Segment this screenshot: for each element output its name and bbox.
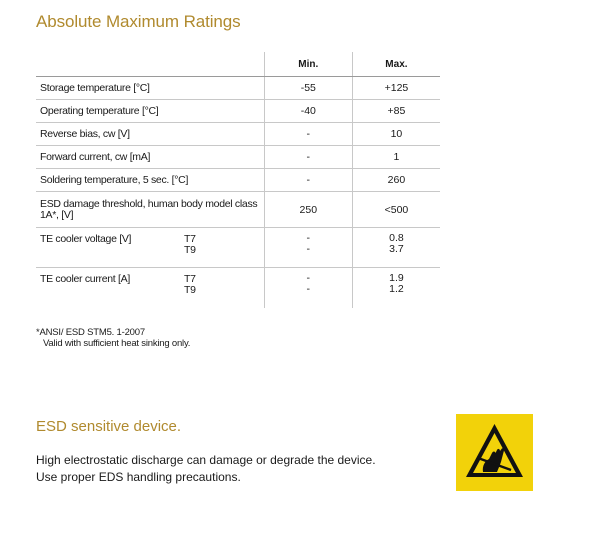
table-row — [36, 228, 440, 268]
row-min: - — [306, 232, 311, 244]
row-min: - — [306, 272, 311, 284]
row-label: ESD damage threshold, human body model class 1A*, [V] — [36, 192, 264, 228]
variant-label: T7 — [184, 273, 196, 285]
row-label: Forward current, cw [mA] — [36, 146, 264, 169]
row-label: Operating temperature [°C] — [36, 100, 264, 123]
row-min: - — [306, 243, 311, 255]
esd-warning-icon — [456, 414, 533, 491]
variant-label: T7 — [184, 233, 196, 245]
footnote-standard: *ANSI/ ESD STM5. 1-2007 — [36, 327, 145, 338]
row-min: - — [264, 169, 352, 192]
footnotes — [36, 327, 190, 349]
table-row — [36, 146, 440, 169]
row-label: TE cooler current [A] — [40, 273, 130, 285]
esd-description — [36, 452, 376, 486]
row-label: Soldering temperature, 5 sec. [°C] — [36, 169, 264, 192]
row-max: <500 — [352, 192, 440, 228]
row-max-cell — [352, 268, 440, 308]
row-max: +125 — [352, 77, 440, 100]
row-min: - — [264, 123, 352, 146]
variant-label: T9 — [184, 244, 196, 256]
row-min-cell — [264, 268, 352, 308]
row-label: Reverse bias, cw [V] — [36, 123, 264, 146]
row-label: TE cooler voltage [V] — [40, 233, 132, 245]
section-title: Absolute Maximum Ratings — [36, 12, 241, 31]
row-label: Storage temperature [°C] — [36, 77, 264, 100]
row-max: 10 — [352, 123, 440, 146]
row-max: 1.9 — [389, 272, 404, 284]
table-row — [36, 77, 440, 100]
row-max: 260 — [352, 169, 440, 192]
ratings-table — [36, 52, 440, 308]
row-max-cell — [352, 228, 440, 268]
table-row — [36, 169, 440, 192]
row-label-cell — [36, 228, 264, 268]
col-min-header: Min. — [264, 52, 352, 77]
row-max: 0.8 — [389, 232, 404, 244]
variant-label: T9 — [184, 284, 196, 296]
table-row — [36, 192, 440, 228]
row-min: -55 — [264, 77, 352, 100]
esd-line-2: Use proper EDS handling precautions. — [36, 470, 241, 484]
esd-line-1: High electrostatic discharge can damage or degrade the device. — [36, 453, 376, 467]
row-min: -40 — [264, 100, 352, 123]
col-max-header: Max. — [352, 52, 440, 77]
row-min: 250 — [264, 192, 352, 228]
table-row — [36, 100, 440, 123]
row-min-cell — [264, 228, 352, 268]
row-max: +85 — [352, 100, 440, 123]
row-min: - — [264, 146, 352, 169]
table-row — [36, 268, 440, 308]
row-max: 1 — [352, 146, 440, 169]
row-max: 3.7 — [389, 243, 404, 255]
footnote-heatsink: Valid with sufficient heat sinking only. — [43, 338, 191, 349]
row-min: - — [306, 283, 311, 295]
table-row — [36, 123, 440, 146]
esd-section-title: ESD sensitive device. — [36, 418, 182, 435]
table-header — [36, 52, 440, 77]
row-label-cell — [36, 268, 264, 308]
row-max: 1.2 — [389, 283, 404, 295]
